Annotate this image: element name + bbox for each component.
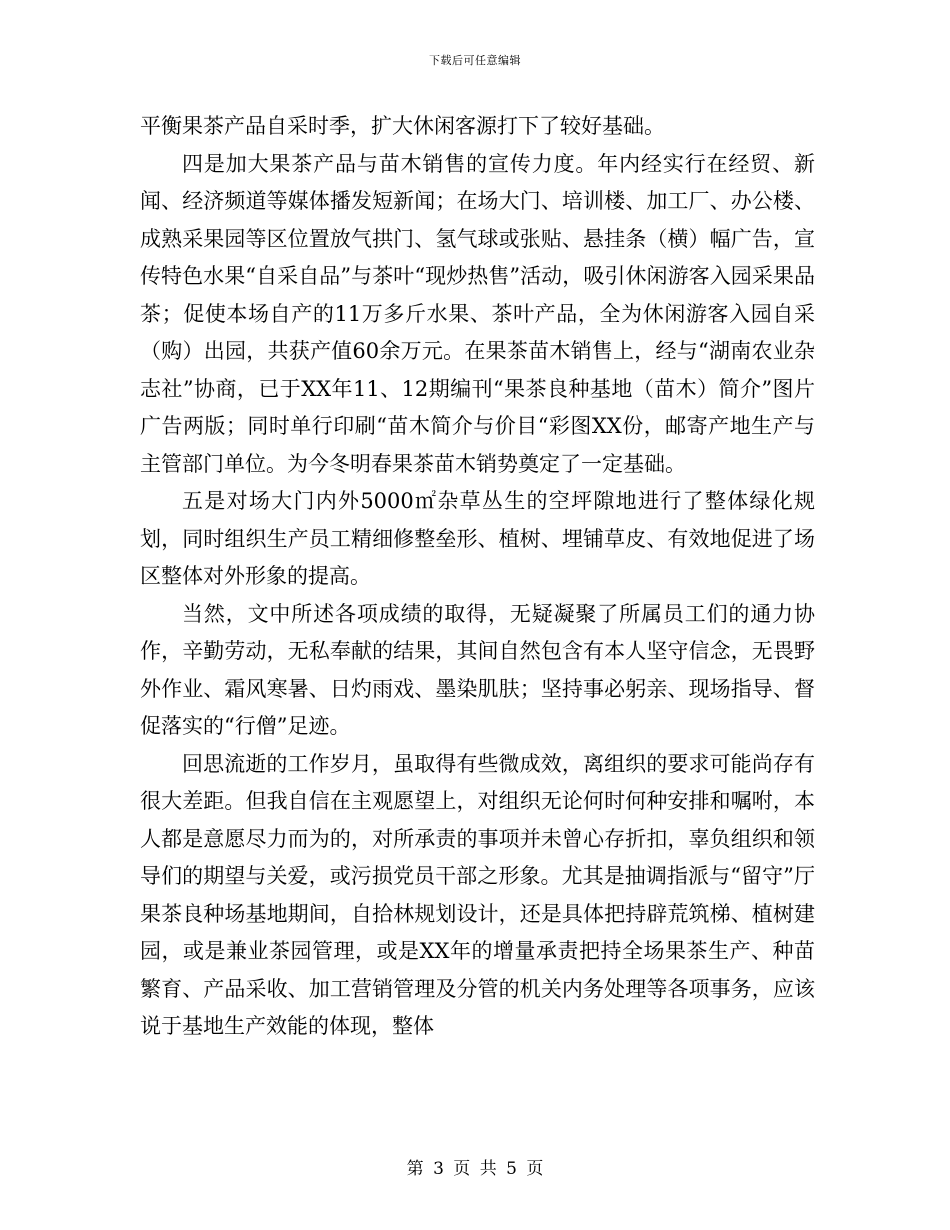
page-header: 下载后可任意编辑 bbox=[429, 54, 521, 67]
paragraph-reflection: 回思流逝的工作岁月，虽取得有些微成效，离组织的要求可能尚存有很大差距。但我自信在主观愿望上，对组织无论何时何种安排和嘱咐，本人都是意愿尽力而为的，对所承责的事项并未曾心存折扣，辜负组织和领导们的期望与关爱，或污损党员干部之形象。尤其是抽调指派与“留守”厅果茶良种场基地期间，自拾林规划设计，还是具体把持辟荒筑梯、植树建园，或是兼业茶园管理，或是XX年的增量承责把持全场果茶生产、种苗繁育、产品采收、加工营销管理及分管的机关内务处理等各项事务，应该说于基地生产效能的体现，整体 bbox=[140, 751, 815, 1038]
paragraph-achievements: 当然，文中所述各项成绩的取得，无疑凝聚了所属员工们的通力协作，辛勤劳动，无私奉献的结果，其间自然包含有本人坚守信念，无畏野外作业、霜风寒暑、日灼雨戏、墨染肌肤；坚持事必躬亲、现场指导、督促落实的“行僧”足迹。 bbox=[140, 601, 815, 738]
page-number: 第 3 页 共 5 页 bbox=[406, 1159, 544, 1179]
document-body bbox=[140, 108, 815, 1046]
paragraph-greening: 五是对场大门内外5000㎡杂草丛生的空坪隙地进行了整体绿化规划，同时组织生产员工精细修整垒形、植树、埋铺草皮、有效地促进了场区整体对外形象的提高。 bbox=[140, 489, 815, 588]
paragraph-continued: 平衡果茶产品自采时季，扩大休闲客源打下了较好基础。 bbox=[140, 114, 665, 138]
paragraph-promotion: 四是加大果茶产品与苗木销售的宣传力度。年内经实行在经贸、新闻、经济频道等媒体播发短新闻；在场大门、培训楼、加工厂、办公楼、成熟采果园等区位置放气拱门、氢气球或张贴、悬挂条（横）幅广告，宣传特色水果“自采自品”与茶叶“现炒热售”活动，吸引休闲游客入园采果品茶；促使本场自产的11万多斤水果、茶叶产品，全为休闲游客入园自采（购）出园，共获产值60余万元。在果茶苗木销售上，经与“湖南农业杂志社”协商，已于XX年11、12期编刊“果茶良种基地（苗木）简介”图片广告两版；同时单行印刷“苗木简介与价目“彩图XX份，邮寄产地生产与主管部门单位。为今冬明春果茶苗木销势奠定了一定基础。 bbox=[140, 151, 815, 476]
